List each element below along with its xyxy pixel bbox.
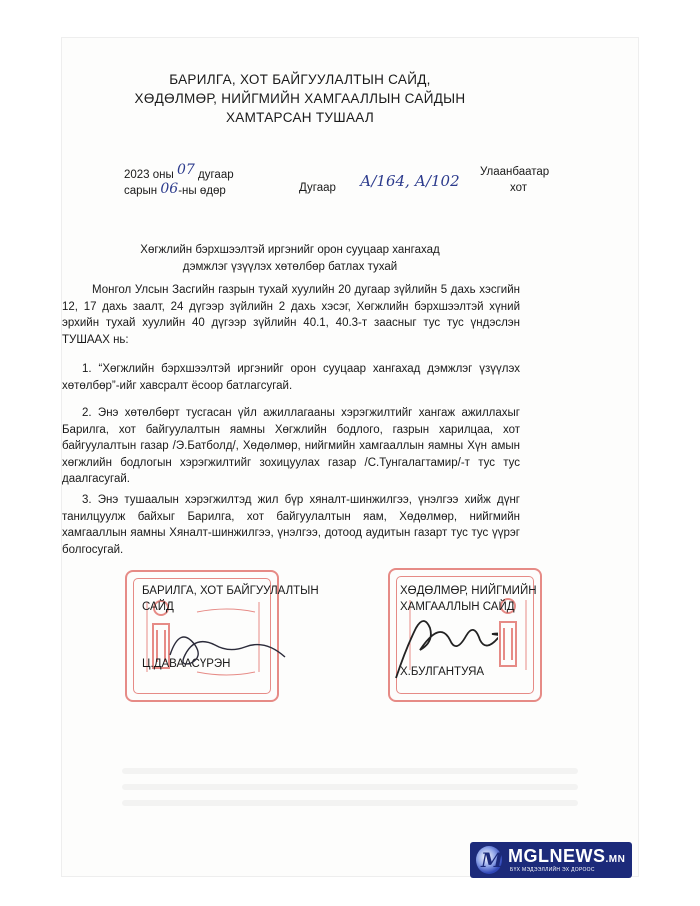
month-handwritten: 06 <box>160 181 179 197</box>
logo-tagline: БҮХ МЭДЭЭЛЛИЙН ЭХ ДОРООС <box>510 867 595 873</box>
right-signatory-title-2: ХАМГААЛЛЫН САЙД <box>400 601 515 613</box>
header-line-1: БАРИЛГА, ХОТ БАЙГУУЛАЛТЫН САЙД, <box>169 72 431 87</box>
header-line-2: ХӨДӨЛМӨР, НИЙГМИЙН ХАМГААЛЛЫН САЙДЫН <box>134 91 466 106</box>
date-month-line <box>124 182 226 198</box>
number-label: Дугаар <box>299 182 336 194</box>
number-handwritten: А/164, А/102 <box>360 172 460 190</box>
logo-brand: MGLNEWS <box>508 846 606 866</box>
order-item-1: 1. “Хөгжлийн бэрхшээлтэй иргэнийг орон сууцаар хангахад дэмжлэг үзүүлэх хөтөлбөр”-ийг хавсралт ёсоор батлагсугай. <box>62 363 520 392</box>
order-title-line-1: Хөгжлийн бэрхшээлтэй иргэнийг орон сууцаар хангахад <box>140 244 440 256</box>
month-label: сарын <box>124 185 158 197</box>
month-suffix: -ны өдөр <box>178 185 226 197</box>
mglnews-watermark-logo <box>470 842 632 878</box>
order-title-line-2: дэмжлэг үзүүлэх хөтөлбөр батлах тухай <box>182 261 398 273</box>
year-label: 2023 оны <box>124 169 174 181</box>
logo-tld: .MN <box>605 854 626 865</box>
date-year-line <box>124 162 234 182</box>
bleed-through-text <box>62 758 638 838</box>
left-signatory-name: Ц.ДАВААСҮРЭН <box>142 658 231 670</box>
right-signatory-title-1: ХӨДӨЛМӨР, НИЙГМИЙН <box>400 585 537 597</box>
city-line-1: Улаанбаатар <box>480 166 550 178</box>
left-signatory-title-1: БАРИЛГА, ХОТ БАЙГУУЛАЛТЫН <box>142 585 319 597</box>
right-handwritten-signature <box>388 608 498 688</box>
left-handwritten-signature <box>160 615 290 675</box>
intro-paragraph: Монгол Улсын Засгийн газрын тухай хуулийн 20 дугаар зүйлийн 5 дахь хэсгийн 12, 17 дахь заалт, 24 дүгээр зүйлийн 2 дахь хэсэг, Хөгжлийн бэрхшээлтэй хүний эрхийн тухай хуулийн 40 дүгээр зүйлийн 40.1, 40.3-т заасныг тус тус үндэслэн ТУШААХ нь: <box>62 284 520 346</box>
m-globe-icon: M <box>476 846 502 874</box>
order-item-2: 2. Энэ хөтөлбөрт тусгасан үйл ажиллагааны хэрэгжилтийг хангаж ажиллахыг Барилга, хот байгуулалтын яамны Хөгжлийн бодлого, газрын харилцаа, хот байгуулалтын газар /Э.Батболд/, Хөдөлмөр, нийгмийн хамгааллын яамны Хүн амын хөгжлийн бодлогын хэрэгжилтийг зохицуулах газар /С.Тунгалагтамир/-т тус тус даалгасугай. <box>62 407 520 486</box>
right-signatory-name: Х.БУЛГАНТУЯА <box>400 666 485 678</box>
header-line-3: ХАМТАРСАН ТУШААЛ <box>225 110 375 125</box>
left-signatory-title-2: САЙД <box>142 601 174 613</box>
year-handwritten: 07 <box>177 162 195 178</box>
order-item-3: 3. Энэ тушаалын хэрэгжилтэд жил бүр хяналт-шинжилгээ, үнэлгээ хийж дүнг танилцуулж байхыг Барилга, хот байгуулалтын яам, Хөдөлмөр, нийгмийн хамгааллын яамны Хяналт-шинжилгээ, үнэлгээ, дотоод аудитын газарт тус тус үүрэг болгосугай. <box>62 494 520 556</box>
year-suffix: дугаар <box>198 169 234 181</box>
city-line-2: хот <box>510 182 528 194</box>
